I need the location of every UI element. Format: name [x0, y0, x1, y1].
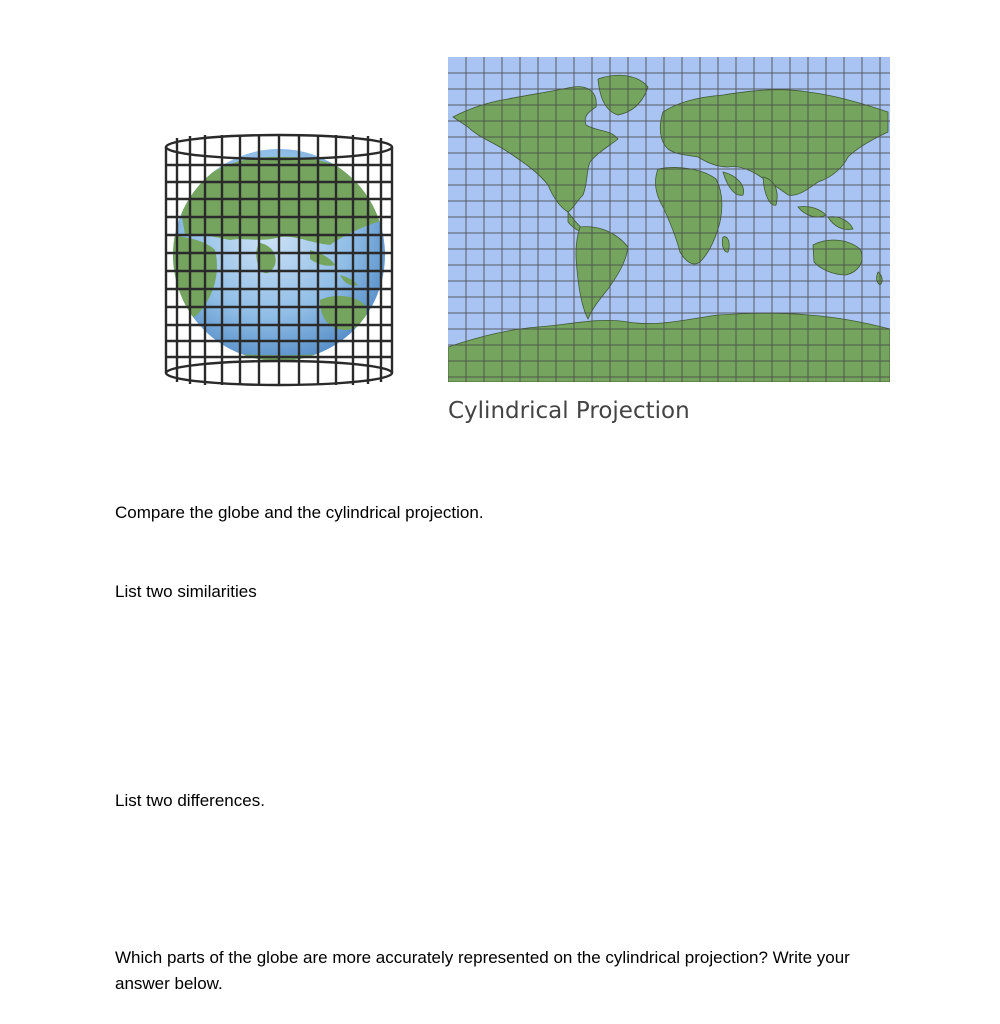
globe-cylinder-illustration: [160, 125, 398, 393]
figure-caption: Cylindrical Projection: [448, 398, 690, 424]
accuracy-question: Which parts of the globe are more accurately represented on the cylindrical projection? Write your answer below.: [115, 948, 850, 993]
cylindrical-projection-map: [448, 57, 890, 382]
compare-prompt: Compare the globe and the cylindrical projection.: [115, 503, 484, 522]
similarities-prompt: List two similarities: [115, 582, 257, 601]
differences-prompt: List two differences.: [115, 791, 265, 810]
